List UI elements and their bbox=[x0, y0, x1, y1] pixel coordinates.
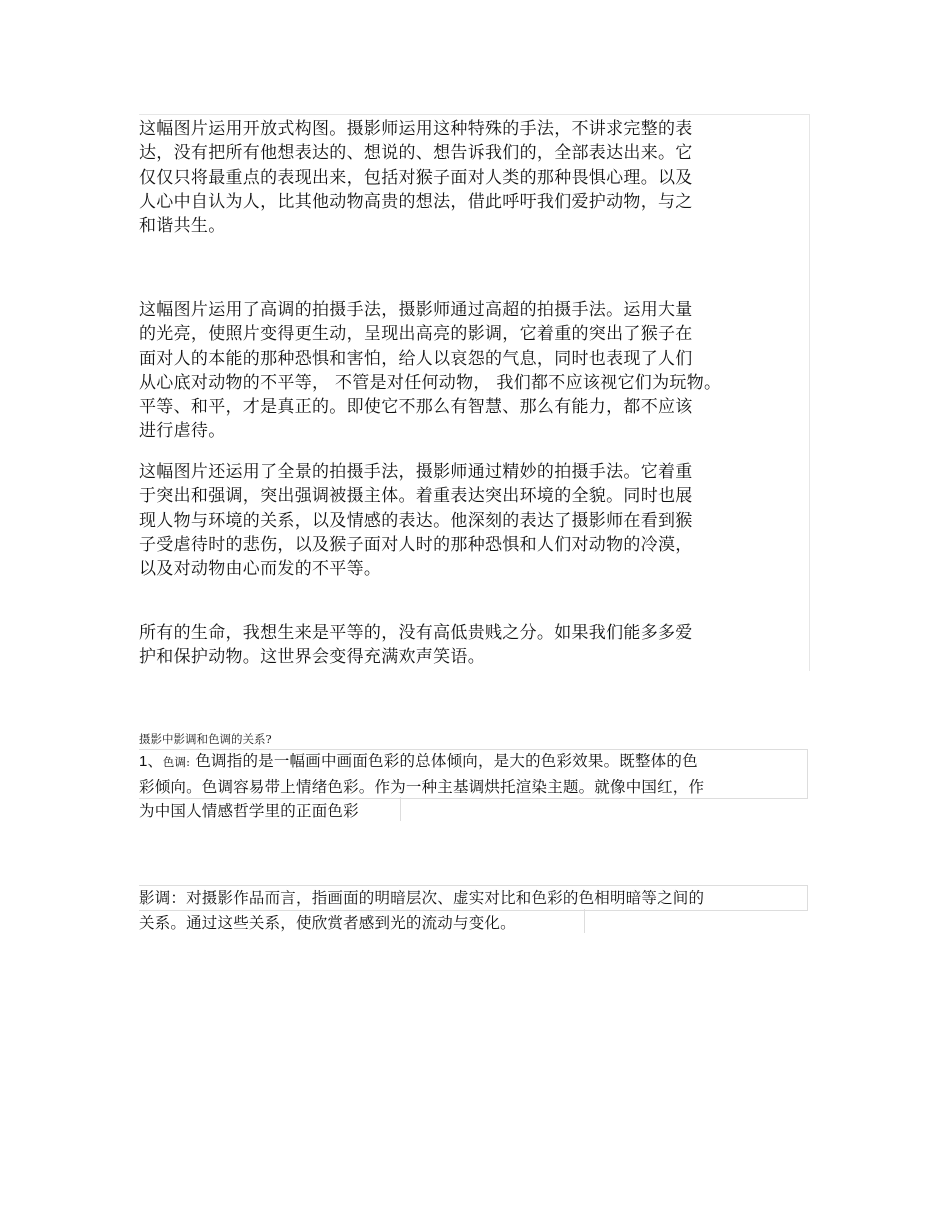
tone-body: 色调指的是一幅画中画面色彩的总体倾向，是大的色彩效果。既整体的色 彩倾向。色调容易带上情绪色彩。作为一种主基调烘托渲染主题。就像中国红，作 为中国人情感哲学里的正面色彩 bbox=[139, 752, 705, 820]
essay-paragraph-high-key: 这幅图片运用了高调的拍摄手法，摄影师通过高超的拍摄手法。运用大量 的光亮，使照片变得更生动，呈现出高亮的影调，它着重的突出了猴子在 面对人的本能的那种恐惧和害怕，给人以哀怨的气息，同时也表现了人们 从心底对动物的不平等， 不管是对任何动物， 我们都不应该视它们为玩物。 平等、和平，才是真正的。即使它不那么有智慧、那么有能力，都不应该 进行虐待。 bbox=[139, 300, 722, 442]
tone-label: 色调: bbox=[162, 755, 191, 769]
tone-number: 1、 bbox=[139, 753, 163, 770]
question-heading: 摄影中影调和色调的关系? bbox=[139, 732, 272, 746]
tone-definition-text bbox=[139, 749, 779, 824]
essay-paragraph-panorama: 这幅图片还运用了全景的拍摄手法，摄影师通过精妙的拍摄手法。它着重 于突出和强调，突出强调被摄主体。着重表达突出环境的全貌。同时也展 现人物与环境的关系，以及情感的表达。他深刻的表达了摄影师在看到猴 子受虐待时的悲伤，以及猴子面对人时的那种恐惧和人们对动物的冷漠， 以及对动物由心而发的不平等。 bbox=[139, 462, 693, 580]
essay-paragraph-conclusion: 所有的生命，我想生来是平等的，没有高低贵贱之分。如果我们能多多爱 护和保护动物。这世界会变得充满欢声笑语。 bbox=[139, 623, 693, 668]
essay-section bbox=[139, 114, 810, 671]
shadow-definition-text: 影调：对摄影作品而言，指画面的明暗层次、虚实对比和色彩的色相明暗等之间的 关系。通过这些关系，使欣赏者感到光的流动与变化。 bbox=[139, 889, 705, 932]
essay-paragraph-open-composition: 这幅图片运用开放式构图。摄影师运用这种特殊的手法，不讲求完整的表 达，没有把所有他想表达的、想说的、想告诉我们的，全部表达出来。它 仅仅只将最重点的表现出来，包括对猴子面对人类的那种畏惧心理。以及 人心中自认为人，比其他动物高贵的想法，借此呼吁我们爱护动物，与之 和谐共生。 bbox=[139, 119, 693, 237]
